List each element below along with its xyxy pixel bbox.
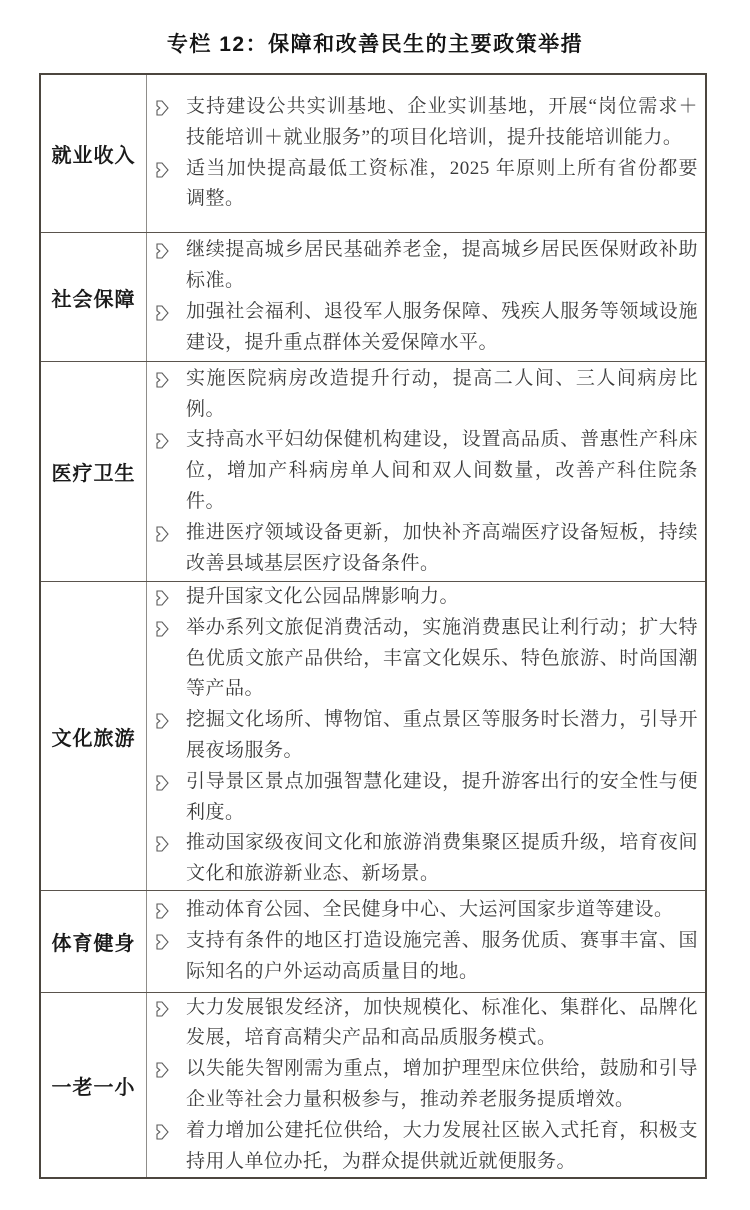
measures-cell: [147, 362, 705, 581]
policy-table: [39, 73, 707, 1179]
notched-right-arrow-icon: [156, 372, 169, 388]
notched-right-arrow-icon: [156, 1062, 169, 1078]
notched-right-arrow-icon: [156, 903, 169, 919]
measure-item: [153, 767, 698, 829]
table-row-culture-tourism: [41, 581, 705, 890]
notched-right-arrow-icon: [156, 1124, 169, 1140]
measure-item: [153, 582, 698, 613]
measure-text: 适当加快提高最低工资标准，2025 年原则上所有省份都要调整。: [186, 157, 698, 210]
measure-item: [153, 926, 698, 988]
measures-cell: [147, 582, 705, 890]
measure-item: [153, 364, 698, 426]
category-label: 体育健身: [41, 891, 147, 992]
notched-right-arrow-icon: [156, 305, 169, 321]
table-row-medical-health: [41, 361, 705, 581]
measures-cell: [147, 75, 705, 232]
measure-text: 推进医疗领域设备更新，加快补齐高端医疗设备短板，持续改善县域基层医疗设备条件。: [186, 521, 698, 574]
measure-item: [153, 235, 698, 297]
notched-right-arrow-icon: [156, 836, 169, 852]
notched-right-arrow-icon: [156, 934, 169, 950]
category-label: 社会保障: [41, 233, 147, 361]
notched-right-arrow-icon: [156, 775, 169, 791]
measure-text: 挖掘文化场所、博物馆、重点景区等服务时长潜力，引导开展夜场服务。: [186, 709, 698, 761]
table-row-sports-fitness: [41, 890, 705, 992]
measure-item: [153, 1116, 698, 1177]
measure-text: 支持建设公共实训基地、企业实训基地，开展“岗位需求＋技能培训＋就业服务”的项目化培训，提升技能培训能力。: [186, 95, 698, 148]
measure-item: [153, 154, 698, 216]
measure-text: 提升国家文化公园品牌影响力。: [186, 586, 460, 608]
category-label: 医疗卫生: [41, 362, 147, 581]
table-row-social-security: [41, 232, 705, 361]
measure-item: [153, 518, 698, 580]
measure-text: 推动体育公园、全民健身中心、大运河国家步道等建设。: [186, 899, 674, 921]
measure-text: 实施医院病房改造提升行动，提高二人间、三人间病房比例。: [186, 367, 698, 420]
measure-item: [153, 705, 698, 767]
category-label: 文化旅游: [41, 582, 147, 890]
table-row-elderly-children: [41, 992, 705, 1177]
notched-right-arrow-icon: [156, 713, 169, 729]
measure-item: [153, 1054, 698, 1116]
measure-text: 大力发展银发经济，加快规模化、标准化、集群化、品牌化发展，培育高精尖产品和高品质服务模式。: [186, 996, 698, 1049]
measures-cell: [147, 233, 705, 361]
measure-item: [153, 425, 698, 517]
notched-right-arrow-icon: [156, 526, 169, 542]
category-label: 就业收入: [41, 75, 147, 232]
measure-item: [153, 895, 698, 926]
table-row-employment-income: [41, 75, 705, 232]
notched-right-arrow-icon: [156, 1001, 169, 1017]
measure-text: 继续提高城乡居民基础养老金，提高城乡居民医保财政补助标准。: [186, 239, 698, 292]
notched-right-arrow-icon: [156, 243, 169, 259]
notched-right-arrow-icon: [156, 433, 169, 449]
measure-text: 加强社会福利、退役军人服务保障、残疾人服务等领域设施建设，提升重点群体关爱保障水平。: [186, 301, 698, 353]
box-title: 专栏 12：保障和改善民生的主要政策举措: [166, 33, 584, 56]
measure-item: [153, 993, 698, 1054]
measure-item: [153, 613, 698, 705]
notched-right-arrow-icon: [156, 621, 169, 637]
measure-item: [153, 92, 698, 154]
notched-right-arrow-icon: [156, 100, 169, 116]
measure-item: [153, 828, 698, 890]
category-label: 一老一小: [41, 993, 147, 1177]
measure-text: 着力增加公建托位供给，大力发展社区嵌入式托育，积极支持用人单位办托，为群众提供就近就便服务。: [186, 1119, 698, 1172]
measure-text: 引导景区景点加强智慧化建设，提升游客出行的安全性与便利度。: [186, 770, 698, 823]
measure-item: [153, 297, 698, 359]
measure-text: 举办系列文旅促消费活动，实施消费惠民让利行动；扩大特色优质文旅产品供给，丰富文化娱乐、特色旅游、时尚国潮等产品。: [186, 616, 698, 700]
measures-cell: [147, 993, 705, 1177]
notched-right-arrow-icon: [156, 162, 169, 178]
measure-text: 推动国家级夜间文化和旅游消费集聚区提质升级，培育夜间文化和旅游新业态、新场景。: [186, 832, 698, 885]
measures-cell: [147, 891, 705, 992]
notched-right-arrow-icon: [156, 590, 169, 606]
measure-text: 以失能失智刚需为重点，增加护理型床位供给，鼓励和引导企业等社会力量积极参与，推动养老服务提质增效。: [186, 1058, 698, 1110]
measure-text: 支持有条件的地区打造设施完善、服务优质、赛事丰富、国际知名的户外运动高质量目的地。: [186, 930, 698, 982]
measure-text: 支持高水平妇幼保健机构建设，设置高品质、普惠性产科床位，增加产科病房单人间和双人间数量，改善产科住院条件。: [186, 429, 698, 512]
